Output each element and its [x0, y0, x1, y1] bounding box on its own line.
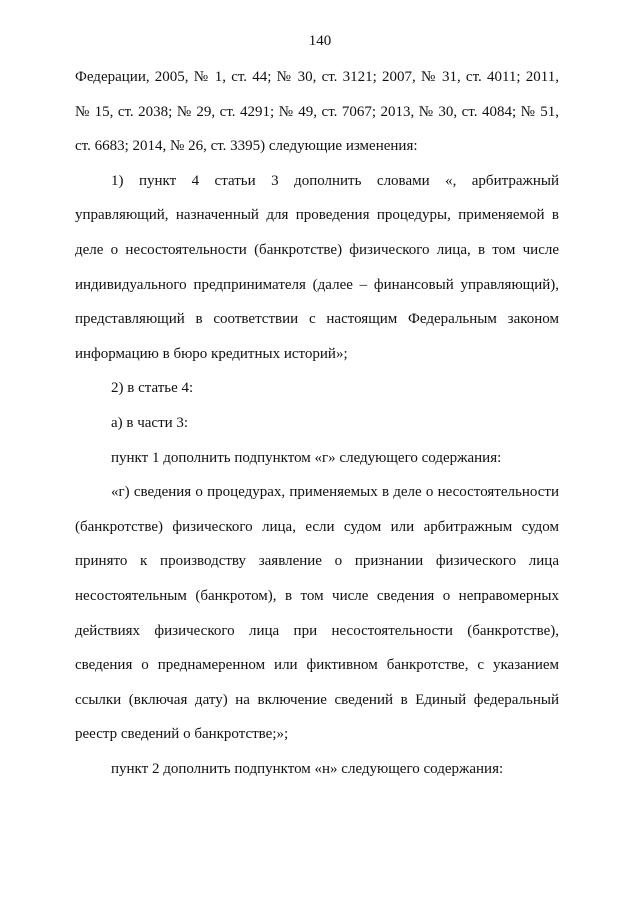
list-item-1: 1) пункт 4 статьи 3 дополнить словами «, арбитражный	[111, 172, 559, 189]
text-line: ст. 6683; 2014, № 26, ст. 3395) следующие изменения:	[75, 138, 418, 155]
text-line: сведения о преднамеренном или фиктивном банкротстве, с указанием	[75, 657, 559, 674]
paragraph-line: пункт 2 дополнить подпунктом «н» следующего содержания:	[111, 760, 504, 777]
quoted-subitem-g: «г) сведения о процедурах, применяемых в деле о несостоятельности	[111, 484, 559, 501]
page-number: 140	[308, 33, 332, 49]
text-line: несостоятельным (банкротом), в том числе сведения о неправомерных	[75, 587, 559, 604]
text-line: индивидуального предпринимателя (далее – финансовый управляющий),	[75, 276, 559, 293]
text-line: Федерации, 2005, № 1, ст. 44; № 30, ст. 3121; 2007, № 31, ст. 4011; 2011,	[75, 69, 559, 85]
list-item-2: 2) в статье 4:	[111, 380, 194, 397]
text-line: реестр сведений о банкротстве;»;	[75, 726, 289, 743]
text-line: управляющий, назначенный для проведения процедуры, применяемой в	[75, 207, 559, 224]
document-body	[75, 60, 559, 786]
text-line: (банкротстве) физического лица, если судом или арбитражным судом	[75, 518, 559, 535]
text-line: ссылки (включая дату) на включение сведений в Единый федеральный	[75, 691, 559, 708]
sub-item-a: а) в части 3:	[111, 414, 189, 431]
paragraph-line: пункт 1 дополнить подпунктом «г» следующего содержания:	[111, 449, 502, 466]
text-line: представляющий в соответствии с настоящим Федеральным законом	[75, 311, 559, 328]
text-line: принято к производству заявление о признании физического лица	[75, 553, 559, 570]
text-line: № 15, ст. 2038; № 29, ст. 4291; № 49, ст. 7067; 2013, № 30, ст. 4084; № 51,	[75, 103, 559, 120]
text-line: действиях физического лица при несостоятельности (банкротстве),	[75, 622, 559, 639]
text-line: деле о несостоятельности (банкротстве) физического лица, в том числе	[75, 241, 559, 258]
text-line: информацию в бюро кредитных историй»;	[75, 345, 348, 362]
